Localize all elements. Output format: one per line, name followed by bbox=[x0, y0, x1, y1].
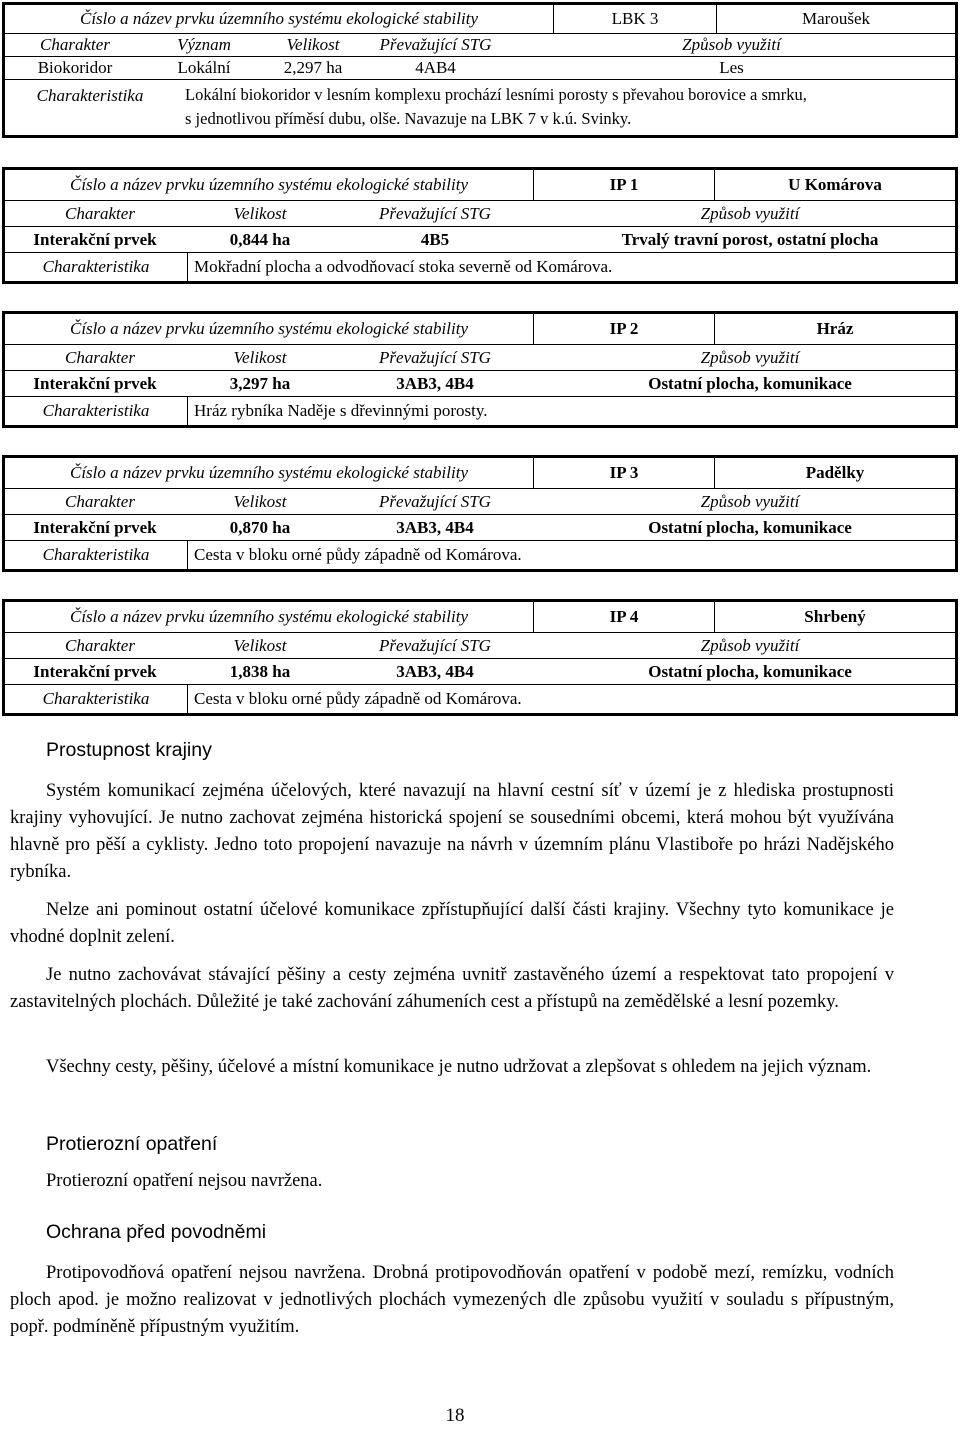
ip-name: Hráz bbox=[714, 314, 955, 344]
ip-char-row bbox=[5, 685, 955, 713]
ip-table-2 bbox=[2, 311, 958, 428]
ip-value-charakter: Interakční prvek bbox=[33, 229, 157, 249]
povodne-paragraph: Protipovodňová opatření nejsou navržena. Drobná protipovodňován opatření v podobě mezí, remízku, vodních ploch apod. je možno realizovat v jednotlivých plochách vymezených dle způsobu využití v souladu s přípustným, popř. podmíněně přípustným využitím. bbox=[10, 1263, 894, 1337]
ip-title: Číslo a název prvku územního systému ekologické stability bbox=[70, 319, 468, 338]
ip-value-vyuziti: Ostatní plocha, komunikace bbox=[648, 373, 852, 393]
lbk-header-vyznam: Význam bbox=[177, 35, 231, 54]
ip-header-row bbox=[5, 489, 955, 515]
ip-header-charakter: Charakter bbox=[65, 635, 135, 655]
ip-value-stg: 4B5 bbox=[420, 229, 450, 249]
protierozni-text: Protierozní opatření nejsou navržena. bbox=[46, 1171, 323, 1191]
ip-header-vyuziti: Způsob využití bbox=[700, 491, 800, 511]
ip-char-text: Mokřadní plocha a odvodňovací stoka severně od Komárova. bbox=[187, 253, 955, 281]
ip-code: IP 3 bbox=[533, 458, 714, 488]
lbk-header-row bbox=[5, 34, 955, 57]
ip-value-row bbox=[5, 371, 955, 397]
ip-char-label: Charakteristika bbox=[42, 689, 150, 708]
ip-header-charakter: Charakter bbox=[65, 203, 135, 223]
lbk-value-row bbox=[5, 57, 955, 80]
ip-value-vyuziti: Ostatní plocha, komunikace bbox=[648, 661, 852, 681]
ip-title: Číslo a název prvku územního systému ekologické stability bbox=[70, 607, 468, 626]
ip-header-vyuziti: Způsob využití bbox=[700, 347, 800, 367]
lbk-title-row bbox=[5, 5, 955, 34]
lbk-value-charakter: Biokoridor bbox=[37, 58, 113, 77]
ip-header-stg: Převažující STG bbox=[379, 203, 491, 223]
ip-header-stg: Převažující STG bbox=[379, 347, 491, 367]
ip-value-velikost: 0,844 ha bbox=[229, 229, 291, 249]
lbk-header-vyuziti: Způsob využití bbox=[682, 35, 781, 54]
ip-name: U Komárova bbox=[714, 170, 955, 200]
ip-value-charakter: Interakční prvek bbox=[33, 373, 157, 393]
lbk-char-line2: s jednotlivou příměsí dubu, olše. Navazuje na LBK 7 v k.ú. Svinky. bbox=[185, 109, 632, 128]
ip-value-row bbox=[5, 515, 955, 541]
ip-header-row bbox=[5, 345, 955, 371]
lbk-value-velikost: 2,297 ha bbox=[283, 58, 343, 77]
ip-header-charakter: Charakter bbox=[65, 491, 135, 511]
lbk-header-charakter: Charakter bbox=[40, 35, 110, 54]
lbk-table bbox=[2, 2, 958, 138]
ip-value-velikost: 3,297 ha bbox=[229, 373, 291, 393]
protierozni-heading: Protierozní opatření bbox=[46, 1133, 218, 1155]
ip-header-row bbox=[5, 201, 955, 227]
ip-char-row bbox=[5, 397, 955, 425]
ip-header-velikost: Velikost bbox=[233, 635, 287, 655]
prostupnost-paragraph-3: Je nutno zachovávat stávající pěšiny a cesty zejména uvnitř zastavěného území a respektovat tato propojení v zastavitelných plochách. Důležité je také zachování záhumeních cest a přístupů na zemědělské a lesní pozemky. bbox=[10, 965, 894, 1012]
ip-table-3 bbox=[2, 455, 958, 572]
ip-value-charakter: Interakční prvek bbox=[33, 517, 157, 537]
lbk-header-stg: Převažující STG bbox=[379, 35, 492, 54]
ip-header-vyuziti: Způsob využití bbox=[700, 203, 800, 223]
ip-title: Číslo a název prvku územního systému ekologické stability bbox=[70, 175, 468, 194]
ip-code: IP 4 bbox=[533, 602, 714, 632]
povodne-heading: Ochrana před povodněmi bbox=[46, 1221, 267, 1243]
ip-value-stg: 3AB3, 4B4 bbox=[396, 517, 474, 537]
ip-header-stg: Převažující STG bbox=[379, 635, 491, 655]
ip-char-label: Charakteristika bbox=[42, 545, 150, 564]
ip-name: Shrbený bbox=[714, 602, 955, 632]
lbk-value-vyuziti: Les bbox=[719, 58, 744, 77]
ip-value-velikost: 1,838 ha bbox=[229, 661, 291, 681]
ip-value-stg: 3AB3, 4B4 bbox=[396, 373, 474, 393]
ip-table-4 bbox=[2, 599, 958, 716]
ip-char-row bbox=[5, 253, 955, 281]
prostupnost-paragraph-1: Systém komunikací zejména účelových, které navazují na hlavní cestní síť v území je z hlediska prostupnosti krajiny vyhovující. Je nutno zachovat zejména historická spojení se sousedními obcemi, která mohou být využívána hlavně pro pěší a cyklisty. Jedno toto propojení navazuje na návrh v územním plánu Vlastiboře po hrázi Nadějského rybníka. bbox=[10, 781, 894, 882]
ip-name: Padělky bbox=[714, 458, 955, 488]
ip-header-stg: Převažující STG bbox=[379, 491, 491, 511]
ip-title-row bbox=[5, 314, 955, 345]
ip-char-text: Hráz rybníka Naděje s dřevinnými porosty. bbox=[187, 397, 955, 425]
ip-char-text: Cesta v bloku orné půdy západně od Komárova. bbox=[187, 685, 955, 713]
lbk-char-label: Charakteristika bbox=[36, 86, 144, 105]
ip-value-stg: 3AB3, 4B4 bbox=[396, 661, 474, 681]
ip-char-label: Charakteristika bbox=[42, 257, 150, 276]
ip-header-velikost: Velikost bbox=[233, 347, 287, 367]
ip-value-row bbox=[5, 659, 955, 685]
page-number: 18 bbox=[445, 1405, 465, 1426]
ip-code: IP 2 bbox=[533, 314, 714, 344]
ip-value-row bbox=[5, 227, 955, 253]
ip-header-vyuziti: Způsob využití bbox=[700, 635, 800, 655]
lbk-char-text bbox=[175, 80, 955, 135]
prostupnost-heading: Prostupnost krajiny bbox=[46, 739, 212, 761]
ip-header-velikost: Velikost bbox=[233, 203, 287, 223]
ip-table-1 bbox=[2, 167, 958, 284]
ip-value-vyuziti: Ostatní plocha, komunikace bbox=[648, 517, 852, 537]
lbk-char-row bbox=[5, 80, 955, 135]
ip-code: IP 1 bbox=[533, 170, 714, 200]
ip-value-vyuziti: Trvalý travní porost, ostatní plocha bbox=[621, 229, 879, 249]
lbk-title: Číslo a název prvku územního systému ekologické stability bbox=[80, 9, 478, 28]
lbk-value-vyznam: Lokální bbox=[177, 58, 231, 77]
lbk-char-line1: Lokální biokoridor v lesním komplexu prochází lesními porosty s převahou borovice a smrku, bbox=[185, 85, 807, 104]
ip-title-row bbox=[5, 170, 955, 201]
lbk-header-velikost: Velikost bbox=[286, 35, 340, 54]
ip-value-charakter: Interakční prvek bbox=[33, 661, 157, 681]
ip-header-row bbox=[5, 633, 955, 659]
ip-header-charakter: Charakter bbox=[65, 347, 135, 367]
lbk-code: LBK 3 bbox=[553, 5, 716, 33]
lbk-value-stg: 4AB4 bbox=[415, 58, 456, 77]
ip-title-row bbox=[5, 602, 955, 633]
ip-title-row bbox=[5, 458, 955, 489]
ip-title: Číslo a název prvku územního systému ekologické stability bbox=[70, 463, 468, 482]
ip-header-velikost: Velikost bbox=[233, 491, 287, 511]
ip-value-velikost: 0,870 ha bbox=[229, 517, 291, 537]
prostupnost-paragraph-2: Nelze ani pominout ostatní účelové komunikace zpřístupňující další části krajiny. Všechny tyto komunikace je vhodné doplnit zelení. bbox=[10, 900, 894, 947]
ip-char-text: Cesta v bloku orné půdy západně od Komárova. bbox=[187, 541, 955, 569]
ip-char-label: Charakteristika bbox=[42, 401, 150, 420]
ip-char-row bbox=[5, 541, 955, 569]
lbk-name: Maroušek bbox=[716, 5, 955, 33]
prostupnost-paragraph-4: Všechny cesty, pěšiny, účelové a místní komunikace je nutno udržovat a zlepšovat s ohledem na jejich význam. bbox=[46, 1057, 872, 1077]
